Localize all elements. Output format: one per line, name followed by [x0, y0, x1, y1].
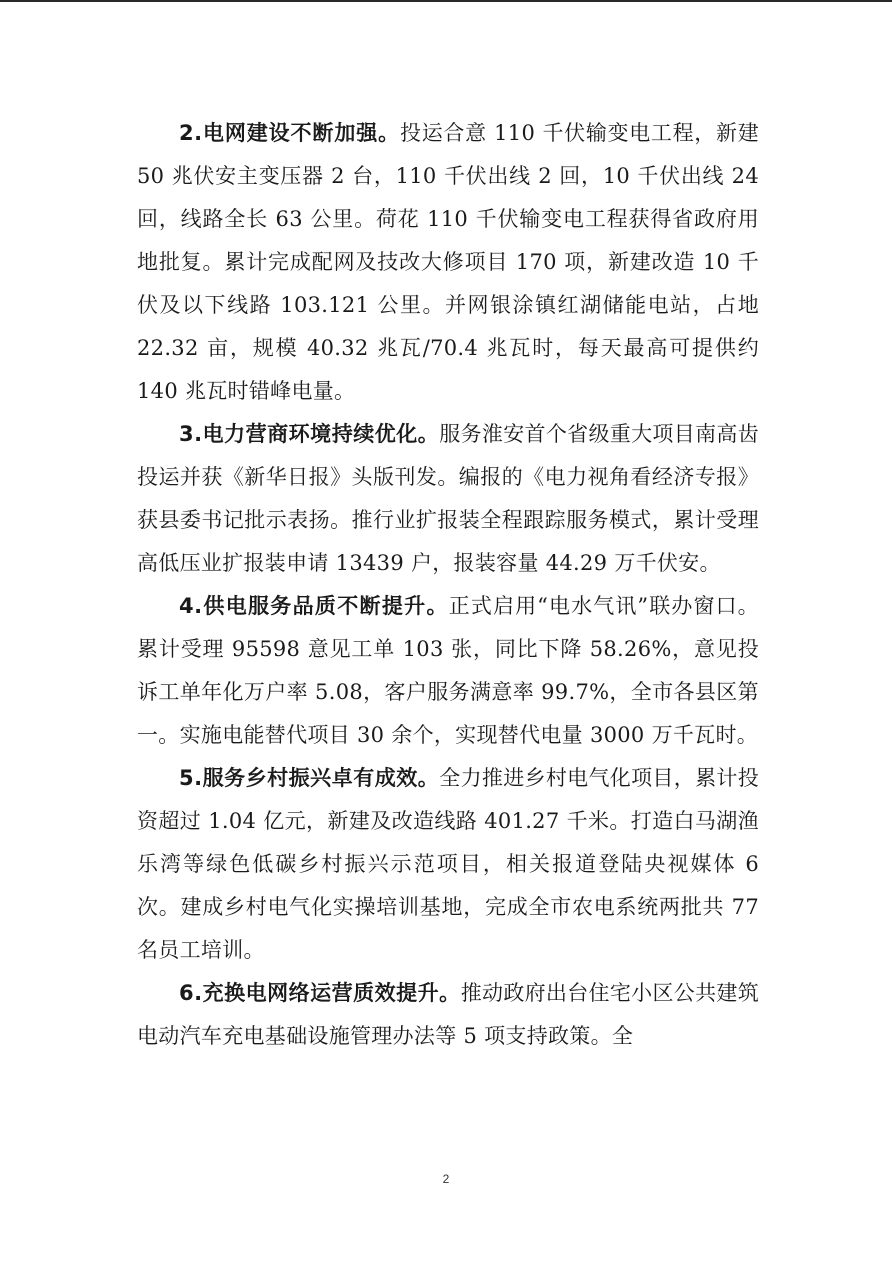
paragraph-heading: 6.充换电网络运营质效提升。 — [179, 981, 461, 1005]
page-number: 2 — [442, 1172, 450, 1186]
paragraph-heading: 4.供电服务品质不断提升。 — [179, 594, 449, 618]
paragraph-heading: 3.电力营商环境持续优化。 — [179, 422, 440, 446]
document-body — [137, 112, 759, 1058]
paragraph-grid-construction — [137, 112, 759, 413]
paragraph-text: 投运合意 110 千伏输变电工程，新建 50 兆伏安主变压器 2 台，110 千伏出线 2 回，10 千伏出线 24 回，线路全长 63 公里。荷花 110 千伏输变电工程获得省政府用地批复。累计完成配网及技改大修项目 170 项，新建改造 10 千伏及以下线路 103.121 公里。并网银涂镇红湖储能电站，占地 22.32 亩，规模 40.32 兆瓦/70.4 兆瓦时，每天最高可提供约 140 兆瓦时错峰电量。 — [137, 121, 759, 403]
paragraph-text: 全力推进乡村电气化项目，累计投资超过 1.04 亿元，新建及改造线路 401.27 千米。打造白马湖渔乐湾等绿色低碳乡村振兴示范项目，相关报道登陆央视媒体 6 次。建成乡村电气化实操培训基地，完成全市农电系统两批共 77 名员工培训。 — [137, 766, 759, 962]
paragraph-service-quality — [137, 585, 759, 757]
paragraph-business-environment — [137, 413, 759, 585]
paragraph-text: 服务淮安首个省级重大项目南高齿投运并获《新华日报》头版刊发。编报的《电力视角看经济专报》获县委书记批示表扬。推行业扩报装全程跟踪服务模式，累计受理高低压业扩报装申请 13439 户，报装容量 44.29 万千伏安。 — [137, 422, 759, 575]
paragraph-heading: 2.电网建设不断加强。 — [179, 121, 400, 145]
paragraph-heading: 5.服务乡村振兴卓有成效。 — [179, 766, 440, 790]
top-border-line — [0, 0, 892, 2]
paragraph-charging-network — [137, 972, 759, 1058]
paragraph-text: 正式启用“电水气讯”联办窗口。累计受理 95598 意见工单 103 张，同比下降 58.26%，意见投诉工单年化万户率 5.08，客户服务满意率 99.7%，全市各县区第一。实施电能替代项目 30 余个，实现替代电量 3000 万千瓦时。 — [137, 594, 759, 747]
paragraph-text: 推动政府出台住宅小区公共建筑电动汽车充电基础设施管理办法等 5 项支持政策。全 — [137, 981, 760, 1048]
paragraph-rural-revitalization — [137, 757, 759, 972]
